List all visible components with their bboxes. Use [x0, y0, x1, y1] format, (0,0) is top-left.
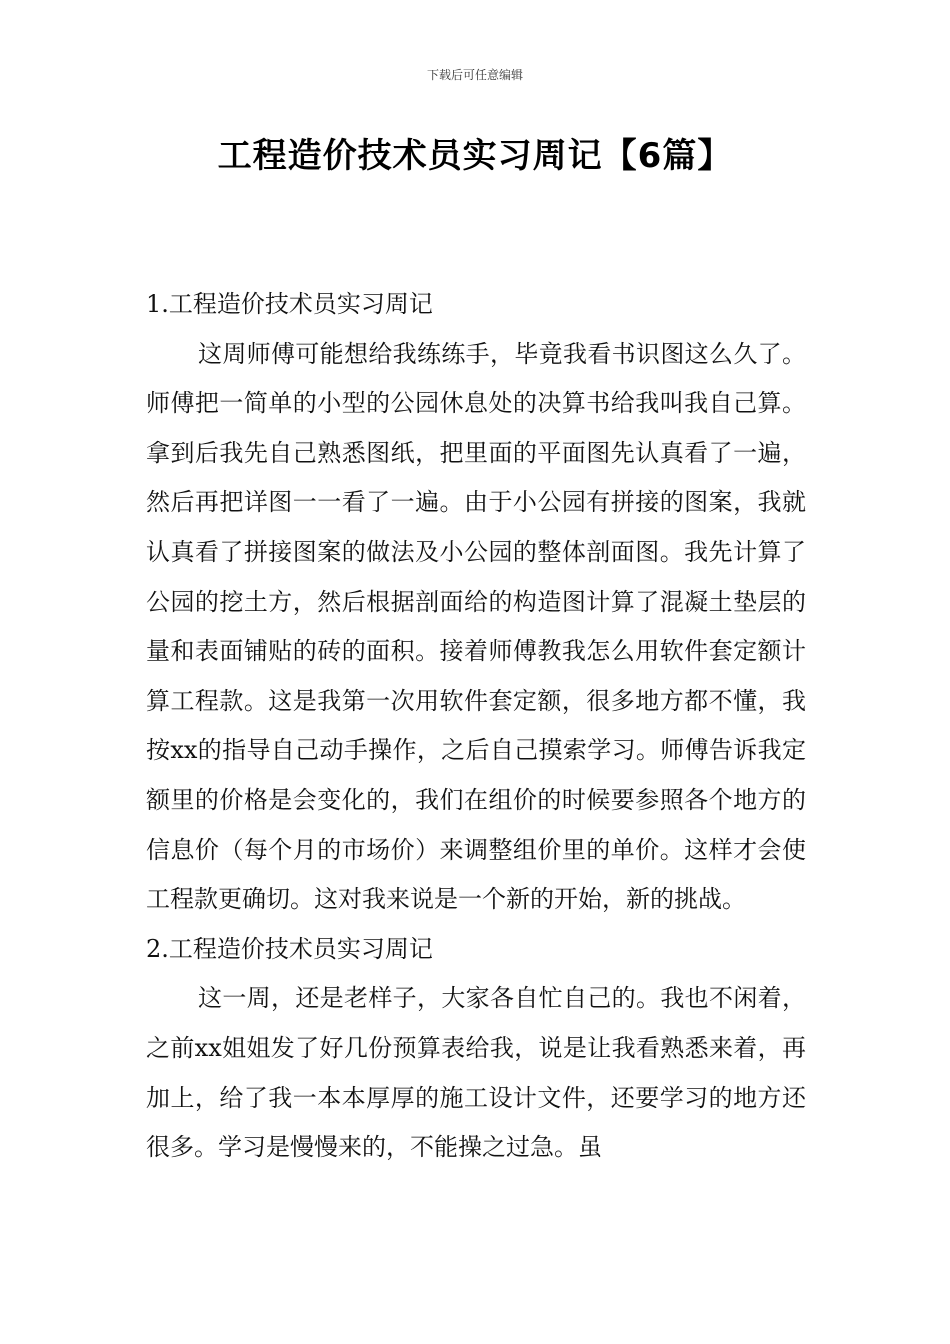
- document-body: [146, 280, 806, 1173]
- document-title: 工程造价技术员实习周记【6篇】: [217, 136, 733, 176]
- section-paragraph: 这一周，还是老样子，大家各自忙自己的。我也不闲着，之前xx姐姐发了好几份预算表给我，说是让我看熟悉来着，再加上，给了我一本本厚厚的施工设计文件，还要学习的地方还很多。学习是慢慢来的，不能操之过急。虽: [146, 984, 806, 1162]
- header-note: 下载后可任意编辑: [426, 68, 523, 82]
- section-paragraph: 这周师傅可能想给我练练手，毕竟我看书识图这么久了。师傅把一简单的小型的公园休息处的决算书给我叫我自己算。拿到后我先自己熟悉图纸，把里面的平面图先认真看了一遍，然后再把详图一一看了一遍。由于小公园有拼接的图案，我就认真看了拼接图案的做法及小公园的整体剖面图。我先计算了公园的挖土方，然后根据剖面给的构造图计算了混凝土垫层的量和表面铺贴的砖的面积。接着师傅教我怎么用软件套定额计算工程款。这是我第一次用软件套定额，很多地方都不懂，我按xx的指导自己动手操作，之后自己摸索学习。师傅告诉我定额里的价格是会变化的，我们在组价的时候要参照各个地方的信息价（每个月的市场价）来调整组价里的单价。这样才会使工程款更确切。这对我来说是一个新的开始，新的挑战。: [146, 339, 806, 914]
- section-heading: 1.工程造价技术员实习周记: [146, 290, 433, 318]
- section-heading: 2.工程造价技术员实习周记: [146, 934, 433, 963]
